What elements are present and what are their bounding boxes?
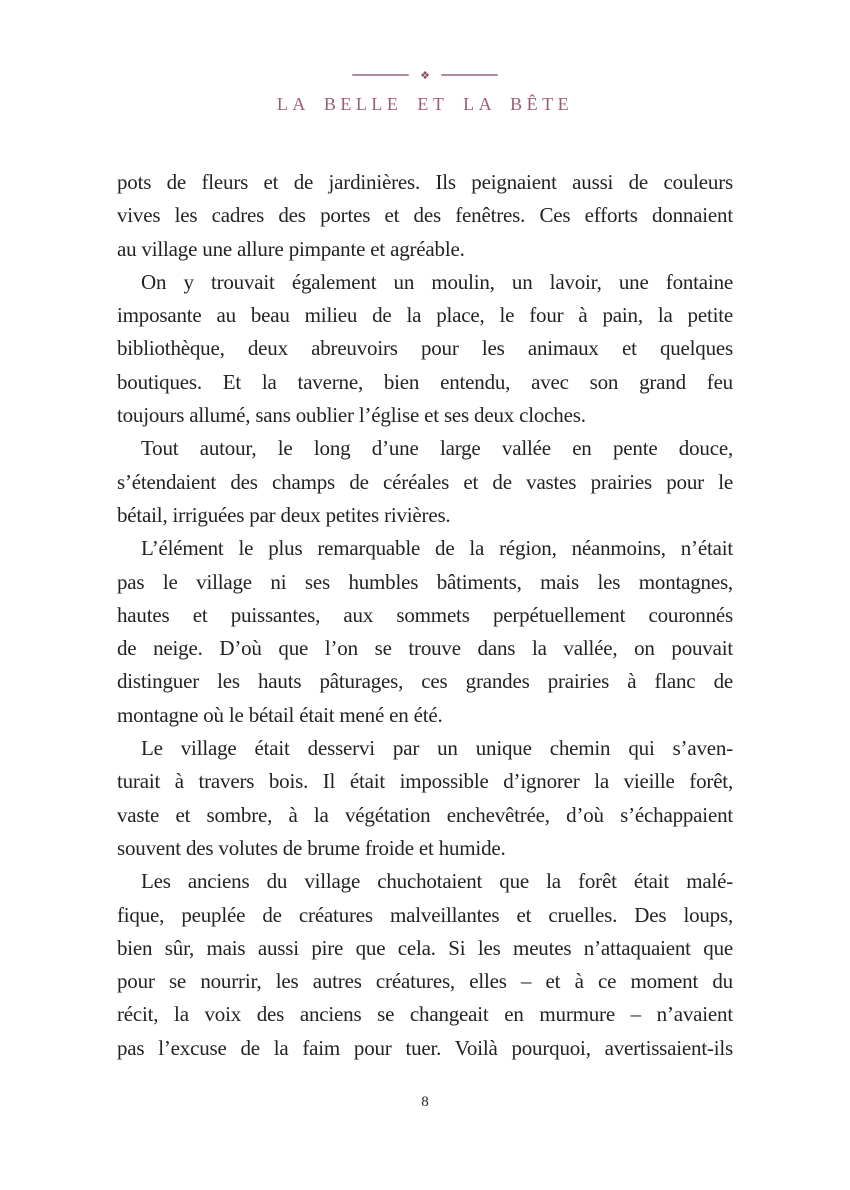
text-line: pots de fleurs et de jardinières. Ils peignaient aussi de couleurs [117,170,733,194]
text-line: au village une allure pimpante et agréable. [117,236,465,261]
body-text [117,166,733,1065]
text-line: Tout autour, le long d’une large vallée en pente douce, [141,436,733,461]
ornament-rule-left [352,74,409,76]
paragraph [117,432,733,532]
text-line: boutiques. Et la taverne, bien entendu, avec son grand feu [117,369,733,394]
text-line: hautes et puissantes, aux sommets perpétuellement couronnés [117,602,733,627]
text-line: récit, la voix des anciens se changeait en murmure – n’avaient [117,1002,733,1027]
paragraph [117,732,733,865]
ornament-rule-right [441,74,498,76]
header-ornament [0,66,850,84]
text-line: vives les cadres des portes et des fenêtres. Ces efforts donnaient [117,203,733,228]
paragraph [117,865,733,1065]
text-line: L’élément le plus remarquable de la région, néanmoins, n’était [141,536,733,561]
text-line: On y trouvait également un moulin, un lavoir, une fontaine [141,269,733,294]
text-line: fique, peuplée de créatures malveillantes et cruelles. Des loups, [117,902,733,927]
text-line: toujours allumé, sans oublier l’église et ses deux cloches. [117,403,586,428]
text-line: bien sûr, mais aussi pire que cela. Si les meutes n’attaquaient que [117,935,733,960]
page-number: 8 [421,1094,429,1110]
text-line: bibliothèque, deux abreuvoirs pour les animaux et quelques [117,336,733,361]
text-line: pas le village ni ses humbles bâtiments, mais les montagnes, [117,569,733,594]
chapter-title: LA BELLE ET LA BÊTE [276,94,574,114]
paragraph [117,166,733,266]
text-line: vaste et sombre, à la végétation enchevêtrée, d’où s’échappaient [117,802,733,827]
paragraph [117,532,733,732]
text-line: de neige. D’où que l’on se trouve dans la vallée, on pouvait [117,636,733,661]
text-line: bétail, irriguées par deux petites rivières. [117,502,451,527]
text-line: turait à travers bois. Il était impossible d’ignorer la vieille forêt, [117,769,733,794]
paragraph [117,266,733,432]
text-line: s’étendaient des champs de céréales et de vastes prairies pour le [117,469,733,494]
text-line: distinguer les hauts pâturages, ces grandes prairies à flanc de [117,669,733,694]
text-line: pas l’excuse de la faim pour tuer. Voilà pourquoi, avertissaient-ils [117,1035,733,1060]
text-line: pour se nourrir, les autres créatures, elles – et à ce moment du [117,969,733,994]
chapter-header [0,0,850,115]
text-line: Les anciens du village chuchotaient que la forêt était malé- [141,869,733,894]
text-line: imposante au beau milieu de la place, le four à pain, la petite [117,303,733,328]
fleuron-icon: ❖ [420,68,430,82]
text-line: montagne où le bétail était mené en été. [117,702,443,727]
text-line: souvent des volutes de brume froide et humide. [117,835,506,860]
text-line: Le village était desservi par un unique chemin qui s’aven- [141,736,733,761]
